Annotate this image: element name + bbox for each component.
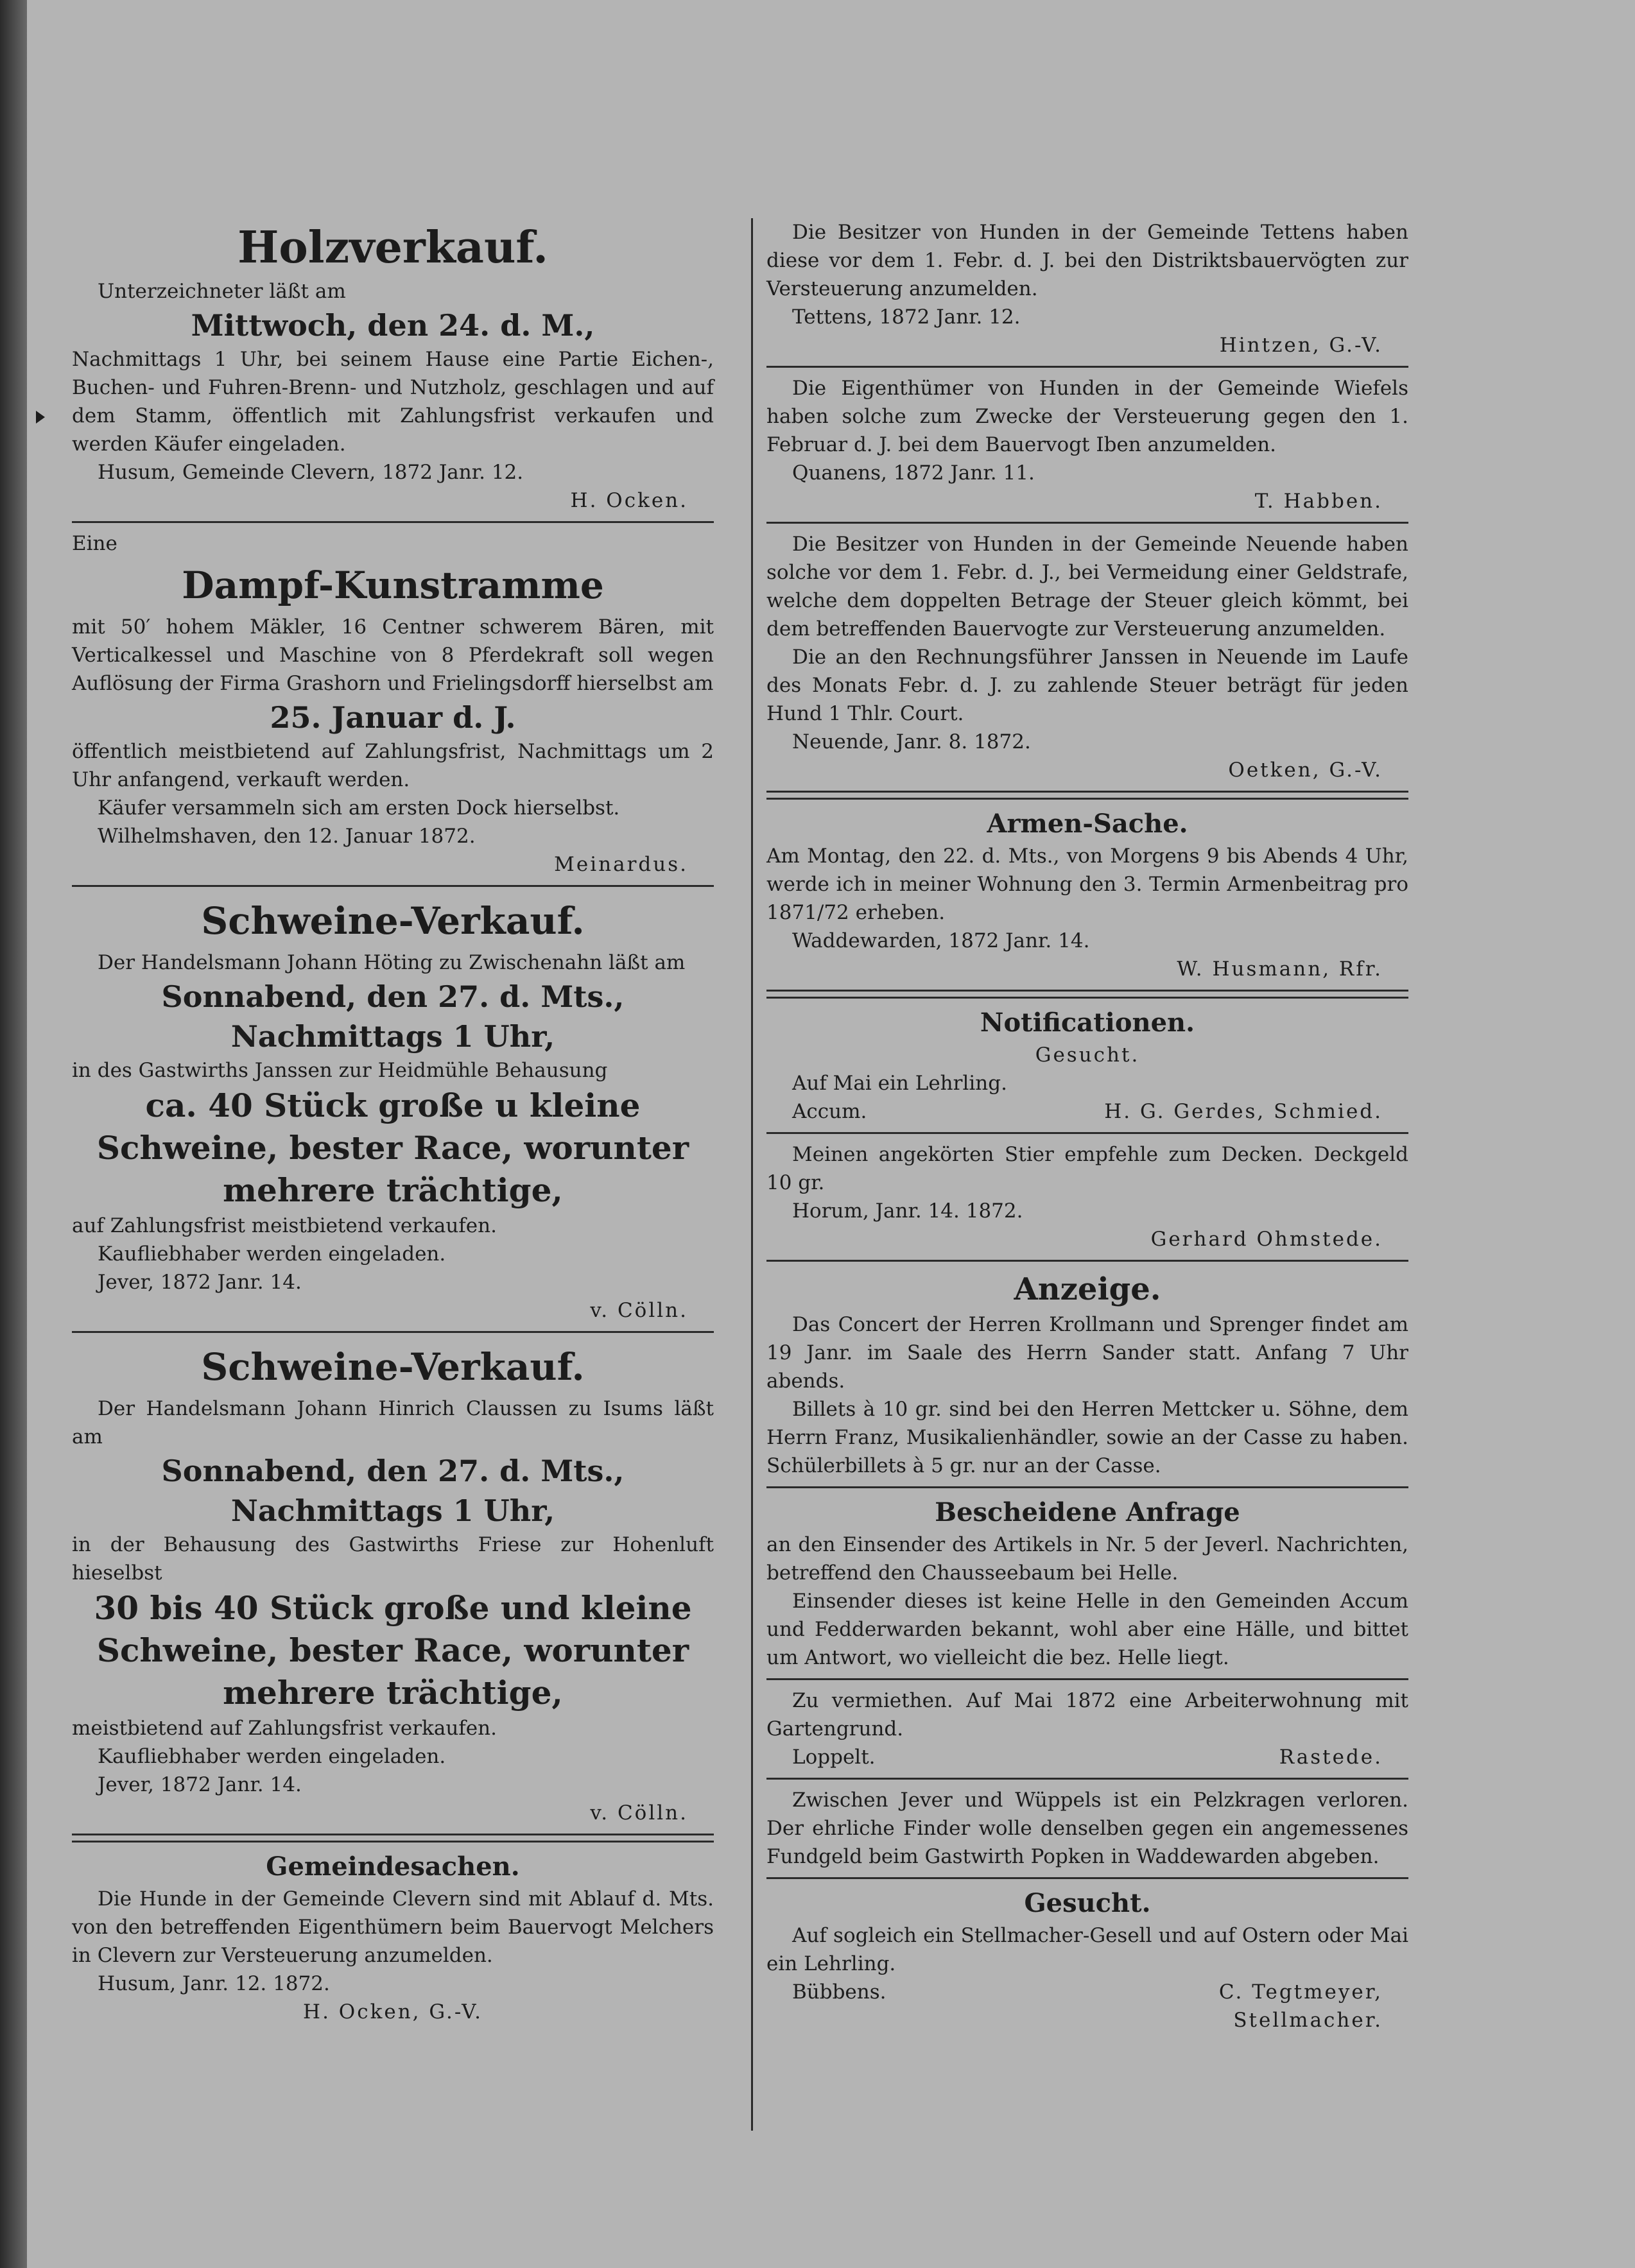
ad-body: Nachmittags 1 Uhr, bei seinem Hause eine Partie Eichen-, Buchen- und Fuhren-Brenn- und Nutzholz, geschlagen und auf dem Stamm, öffentlich mit Zahlungsfrist verkaufen und werden Käufer eingeladen. <box>72 348 714 456</box>
ad-body: Zu vermiethen. Auf Mai 1872 eine Arbeiterwohnung mit Gartengrund. <box>766 1689 1408 1740</box>
section-title: Gemeindesachen. <box>266 1851 520 1882</box>
divider <box>766 1778 1408 1780</box>
ad-pelzkragen <box>766 1786 1408 1871</box>
right-column <box>766 218 1408 2034</box>
ad-anzeige <box>766 1268 1408 1480</box>
ad-title: Bescheidene Anfrage <box>935 1497 1240 1527</box>
ad-place: Husum, Gemeinde Clevern, 1872 Janr. 12. <box>98 461 524 484</box>
divider <box>766 1678 1408 1680</box>
ad-body2: Billets à 10 gr. sind bei den Herren Mettcker u. Söhne, dem Herrn Franz, Musikalienhändler, sowie an der Casse zu haben. Schülerbillets à 5 gr. nur an der Casse. <box>766 1398 1408 1477</box>
notice-subtitle: Gesucht. <box>1035 1044 1140 1067</box>
ad-date: Sonnabend, den 27. d. Mts., <box>161 979 625 1014</box>
notificationen <box>766 1005 1408 1253</box>
page-edge <box>0 0 27 2268</box>
notice-body: Die Besitzer von Hunden in der Gemeinde Neuende haben solche vor dem 1. Febr. d. J., bei Vermeidung einer Geldstrafe, welche dem doppelten Betrage der Steuer gleich kömmt, bei dem betreffenden Bauervogte zur Versteuerung anzumelden. <box>766 533 1408 640</box>
ad-title: Schweine-Verkauf. <box>201 1345 585 1389</box>
ad-lead: Der Handelsmann Johann Hinrich Claussen zu Isums läßt am <box>72 1397 714 1448</box>
notice-place: Waddewarden, 1872 Janr. 14. <box>792 929 1090 952</box>
ad-signature: H. Ocken, G.-V. <box>303 2000 483 2023</box>
notice-place: Accum. <box>792 1100 867 1123</box>
ad-signature: C. Tegtmeyer, <box>1218 1980 1383 2004</box>
notice-place: Neuende, Janr. 8. 1872. <box>792 730 1031 753</box>
ad-body2: Kaufliebhaber werden eingeladen. <box>98 1745 446 1768</box>
ad-time: Nachmittags 1 Uhr, <box>230 1493 555 1528</box>
divider <box>72 521 714 523</box>
ad-body: Die Hunde in der Gemeinde Clevern sind mit Ablauf d. Mts. von den betreffenden Eigenthümern beim Bauervogt Melchers in Clevern zur Versteuerung anzumelden. <box>72 1887 714 1967</box>
ad-holzverkauf <box>72 218 714 515</box>
ad-title: Schweine-Verkauf. <box>201 899 585 943</box>
divider <box>766 1877 1408 1879</box>
left-column <box>72 218 714 2026</box>
ad-schweine-verkauf-1 <box>72 893 714 1325</box>
notice-signature2: Gerhard Ohmstede. <box>1150 1228 1383 1251</box>
section-divider <box>72 1834 714 1843</box>
ad-highlight: 30 bis 40 Stück große und kleine Schweine, bester Race, worunter mehrere trächtige, <box>94 1589 692 1712</box>
notice-place2: Horum, Janr. 14. 1872. <box>792 1199 1023 1223</box>
notice-place: Quanens, 1872 Janr. 11. <box>792 461 1035 485</box>
column-divider <box>751 218 753 2131</box>
divider <box>766 522 1408 524</box>
divider <box>766 1132 1408 1134</box>
divider <box>766 366 1408 368</box>
ad-body: auf Zahlungsfrist meistbietend verkaufen. <box>72 1214 497 1237</box>
notice-signature: H. G. Gerdes, Schmied. <box>1104 1100 1383 1123</box>
divider <box>766 1260 1408 1262</box>
notice-signature: T. Habben. <box>1254 490 1383 513</box>
ad-lead: Eine <box>72 532 117 555</box>
ad-location: in der Behausung des Gastwirths Friese zur Hohenluft hieselbst <box>72 1533 714 1585</box>
margin-mark-icon <box>36 411 45 424</box>
section-title: Armen-Sache. <box>987 809 1188 839</box>
notice-tettens <box>766 218 1408 359</box>
ad-title: Holzverkauf. <box>238 222 548 273</box>
ad-vermiethen <box>766 1687 1408 1771</box>
ad-title: Gesucht. <box>1024 1888 1151 1918</box>
notice-signature: Hintzen, G.-V. <box>1219 334 1383 357</box>
divider <box>766 1486 1408 1488</box>
notice-wiefels <box>766 374 1408 515</box>
notice-body: Die Besitzer von Hunden in der Gemeinde Tettens haben diese vor dem 1. Febr. d. J. bei den Distriktsbauervögten zur Versteuerung anzumelden. <box>766 221 1408 300</box>
notice-body2: Meinen angekörten Stier empfehle zum Decken. Deckgeld 10 gr. <box>766 1143 1408 1194</box>
ad-body: meistbietend auf Zahlungsfrist verkaufen. <box>72 1717 497 1740</box>
ad-title: Dampf-Kunstramme <box>182 563 604 607</box>
ad-body: an den Einsender des Artikels in Nr. 5 der Jeverl. Nachrichten, betreffend den Chausseebaum bei Helle. <box>766 1533 1408 1585</box>
notice-body2: Die an den Rechnungsführer Janssen in Neuende im Laufe des Monats Febr. d. J. zu zahlende Steuer beträgt für jeden Hund 1 Thlr. Court. <box>766 646 1408 725</box>
section-title: Notificationen. <box>980 1008 1195 1038</box>
ad-dampf-kunstramme <box>72 529 714 879</box>
ad-signature: Meinardus. <box>554 853 688 876</box>
ad-date: Mittwoch, den 24. d. M., <box>191 308 595 343</box>
ad-place: Loppelt. <box>792 1746 876 1769</box>
notice-signature: Oetken, G.-V. <box>1228 759 1383 782</box>
ad-body: Auf sogleich ein Stellmacher-Gesell und auf Ostern oder Mai ein Lehrling. <box>766 1924 1408 1975</box>
ad-body3: Käufer versammeln sich am ersten Dock hierselbst. <box>98 796 620 820</box>
notice-armen-sache <box>766 806 1408 983</box>
ad-gesucht <box>766 1886 1408 2034</box>
ad-date: Sonnabend, den 27. d. Mts., <box>161 1454 625 1488</box>
ad-footer <box>766 1978 1408 2006</box>
ad-place: Jever, 1872 Janr. 14. <box>98 1773 302 1796</box>
ad-place: Husum, Janr. 12. 1872. <box>98 1972 330 1995</box>
ad-signature: H. Ocken. <box>570 489 688 512</box>
ad-signature2: Stellmacher. <box>1233 2009 1383 2032</box>
notice-neuende <box>766 530 1408 784</box>
divider <box>72 1331 714 1333</box>
notice-footer <box>766 1097 1408 1126</box>
ad-body2: öffentlich meistbietend auf Zahlungsfrist, Nachmittags um 2 Uhr anfangend, verkauft werden. <box>72 740 714 791</box>
ad-body2: Kaufliebhaber werden eingeladen. <box>98 1242 446 1266</box>
notice-body: Die Eigenthümer von Hunden in der Gemeinde Wiefels haben solche zum Zwecke der Versteuerung gegen den 1. Februar d. J. bei dem Bauervogt Iben anzumelden. <box>766 377 1408 456</box>
ad-gemeindesachen <box>72 1849 714 2026</box>
ad-signature: v. Cölln. <box>590 1801 688 1825</box>
ad-body: Zwischen Jever und Wüppels ist ein Pelzkragen verloren. Der ehrliche Finder wolle denselben gegen ein angemessenes Fundgeld beim Gastwirth Popken in Waddewarden abgeben. <box>766 1789 1408 1868</box>
ad-highlight: ca. 40 Stück große u kleine Schweine, bester Race, worunter mehrere trächtige, <box>96 1087 689 1209</box>
ad-anfrage <box>766 1495 1408 1672</box>
notice-body: Am Montag, den 22. d. Mts., von Morgens 9 bis Abends 4 Uhr, werde ich in meiner Wohnung den 3. Termin Armenbeitrag pro 1871/72 erheben. <box>766 845 1408 924</box>
ad-signature: v. Cölln. <box>590 1299 688 1322</box>
notice-signature: W. Husmann, Rfr. <box>1177 958 1383 981</box>
ad-location: in des Gastwirths Janssen zur Heidmühle Behausung <box>72 1059 608 1082</box>
ad-title: Anzeige. <box>1014 1271 1161 1307</box>
ad-place: Bübbens. <box>792 1980 887 2004</box>
ad-place: Jever, 1872 Janr. 14. <box>98 1271 302 1294</box>
divider <box>72 885 714 887</box>
section-divider <box>766 791 1408 800</box>
section-divider <box>766 990 1408 999</box>
newspaper-page <box>27 0 1635 2268</box>
ad-date: 25. Januar d. J. <box>270 700 516 735</box>
ad-footer <box>766 1743 1408 1771</box>
ad-schweine-verkauf-2 <box>72 1339 714 1827</box>
ad-body2: Einsender dieses ist keine Helle in den Gemeinden Accum und Fedderwarden bekannt, wohl aber eine Hälle, und bittet um Antwort, wo vielleicht die bez. Helle liegt. <box>766 1590 1408 1669</box>
ad-place: Wilhelmshaven, den 12. Januar 1872. <box>98 825 476 848</box>
ad-body: Das Concert der Herren Krollmann und Sprenger findet am 19 Janr. im Saale des Herrn Sander statt. Anfang 7 Uhr abends. <box>766 1313 1408 1393</box>
notice-body: Auf Mai ein Lehrling. <box>792 1072 1007 1095</box>
ad-signature: Rastede. <box>1279 1746 1383 1769</box>
ad-body: mit 50′ hohem Mäkler, 16 Centner schwerem Bären, mit Verticalkessel und Maschine von 8 Pferdekraft soll wegen Auflösung der Firma Grashorn und Frielingsdorff hierselbst am <box>72 615 714 695</box>
ad-time: Nachmittags 1 Uhr, <box>230 1019 555 1054</box>
notice-place: Tettens, 1872 Janr. 12. <box>792 305 1021 329</box>
ad-lead: Der Handelsmann Johann Höting zu Zwischenahn läßt am <box>98 951 686 974</box>
ad-lead: Unterzeichneter läßt am <box>98 280 346 303</box>
